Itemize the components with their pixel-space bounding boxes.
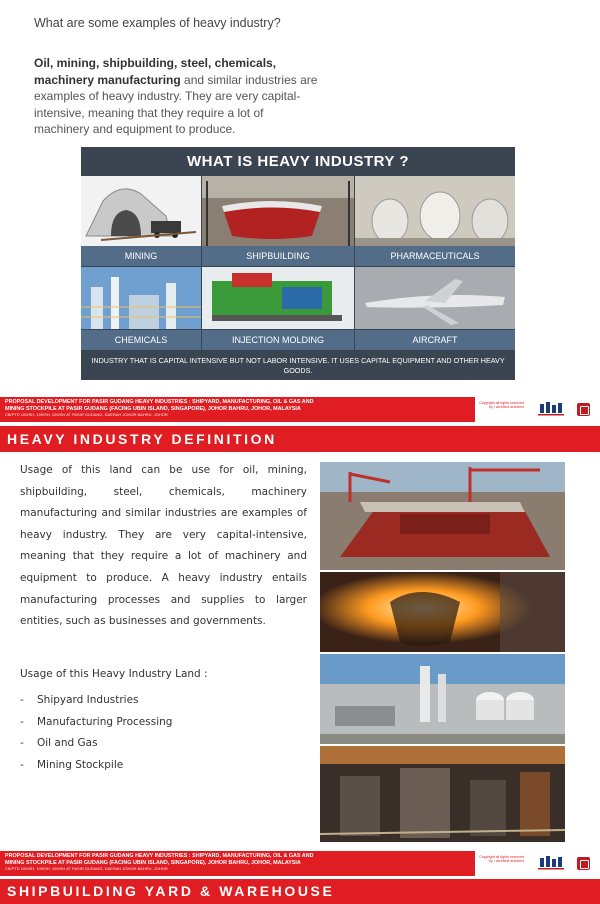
infographic-footer: INDUSTRY THAT IS CAPITAL INTENSIVE BUT NOT LABOR INTENSIVE. IT USES CAPITAL EQUIPMENT AND OTHER HEAVY GOODS. bbox=[91, 356, 505, 375]
footer-line-1: PROPOSAL DEVELOPMENT FOR PASIR GUDANG HEAVY INDUSTRIES : SHIPYARD, MANUFACTURING, OIL & GAS AND bbox=[5, 399, 314, 405]
heavy-industry-infographic bbox=[81, 147, 515, 380]
usage-title: Usage of this Heavy Industry Land : bbox=[20, 668, 208, 680]
footer-line-3: CB/PTD 109/SH, 109/SH, 109/SH AT PASIR GUDANG, DAERAH JOHOR BAHRU, JOHOR bbox=[5, 412, 168, 418]
firm-seal-icon bbox=[577, 857, 590, 870]
list-item: - Manufacturing Processing bbox=[20, 712, 172, 734]
shipbuilding-image bbox=[202, 176, 354, 246]
section-header-definition bbox=[0, 426, 600, 452]
oil-gas-plant-photo bbox=[320, 654, 565, 744]
architect-logo-icon bbox=[538, 402, 564, 417]
answer-paragraph bbox=[34, 55, 319, 138]
label-shipbuilding: SHIPBUILDING bbox=[202, 246, 354, 266]
aircraft-image bbox=[355, 267, 515, 329]
list-item: - Mining Stockpile bbox=[20, 755, 172, 777]
footer-red-strip bbox=[0, 397, 475, 422]
footer-band-2 bbox=[0, 851, 600, 876]
footer-text bbox=[5, 399, 425, 417]
injection-molding-image bbox=[202, 267, 354, 329]
steel-furnace-photo bbox=[320, 572, 565, 652]
answer-rest: and similar industries are examples of heavy industry. They are very capital-intensive, meaning that they require a lot of machinery and equipment to produce. bbox=[34, 72, 318, 137]
footer-band-1 bbox=[0, 397, 600, 422]
label-injection-molding: INJECTION MOLDING bbox=[202, 330, 354, 350]
answer-bold: Oil, mining, shipbuilding, steel, chemicals, machinery manufacturing bbox=[34, 56, 277, 87]
label-pharmaceuticals: PHARMACEUTICALS bbox=[355, 246, 515, 266]
list-item: - Oil and Gas bbox=[20, 733, 172, 755]
manufacturing-plant-photo bbox=[320, 746, 565, 842]
label-aircraft: AIRCRAFT bbox=[355, 330, 515, 350]
question-heading: What are some examples of heavy industry? bbox=[34, 16, 281, 30]
label-chemicals: CHEMICALS bbox=[81, 330, 201, 350]
footer-red-strip bbox=[0, 851, 475, 876]
firm-seal-icon bbox=[577, 403, 590, 416]
infographic-title: WHAT IS HEAVY INDUSTRY ? bbox=[186, 153, 409, 170]
label-mining: MINING bbox=[81, 246, 201, 266]
shipyard-photo bbox=[320, 462, 565, 570]
slide-heavy-industry-definition bbox=[0, 454, 600, 850]
pharmaceuticals-image bbox=[355, 176, 515, 246]
footer-line-3: CB/PTD 109/SH, 109/SH, 109/SH AT PASIR GUDANG, DAERAH JOHOR BAHRU, JOHOR bbox=[5, 866, 168, 872]
footer-line-2: MINING STOCKPILE AT PASIR GUDANG (FACING UBIN ISLAND, SINGAPORE), JOHOR BAHRU, JOHOR, MALAYSIA bbox=[5, 859, 301, 866]
usage-list bbox=[20, 690, 172, 776]
slide-heavy-industry-intro bbox=[0, 0, 600, 396]
footer-line-2: MINING STOCKPILE AT PASIR GUDANG (FACING UBIN ISLAND, SINGAPORE), JOHOR BAHRU, JOHOR, MALAYSIA bbox=[5, 405, 301, 412]
list-item: - Shipyard Industries bbox=[20, 690, 172, 712]
section-title-shipbuilding: SHIPBUILDING YARD & WAREHOUSE bbox=[7, 883, 335, 899]
architect-logo-icon bbox=[538, 856, 564, 871]
section-header-shipbuilding bbox=[0, 879, 600, 904]
footer-line-1: PROPOSAL DEVELOPMENT FOR PASIR GUDANG HEAVY INDUSTRIES : SHIPYARD, MANUFACTURING, OIL & GAS AND bbox=[5, 853, 314, 859]
section-title-definition: HEAVY INDUSTRY DEFINITION bbox=[7, 431, 277, 447]
mining-image bbox=[81, 176, 201, 246]
footer-copyright: Copyright all rights reserved by / architect architect bbox=[479, 855, 524, 864]
footer-text bbox=[5, 853, 425, 871]
definition-paragraph: Usage of this land can be use for oil, mining, shipbuilding, steel, chemicals, machinery manufacturing and similar industries are examples of heavy industry. They are very capital-intensive, meaning that they require a lot of machinery and equipment to produce. A heavy industry entails manufacturing processes and supplies to larger entities, such as businesses and governments. bbox=[20, 464, 307, 628]
chemicals-image bbox=[81, 267, 201, 329]
footer-copyright: Copyright all rights reserved by / architect architect bbox=[479, 401, 524, 410]
